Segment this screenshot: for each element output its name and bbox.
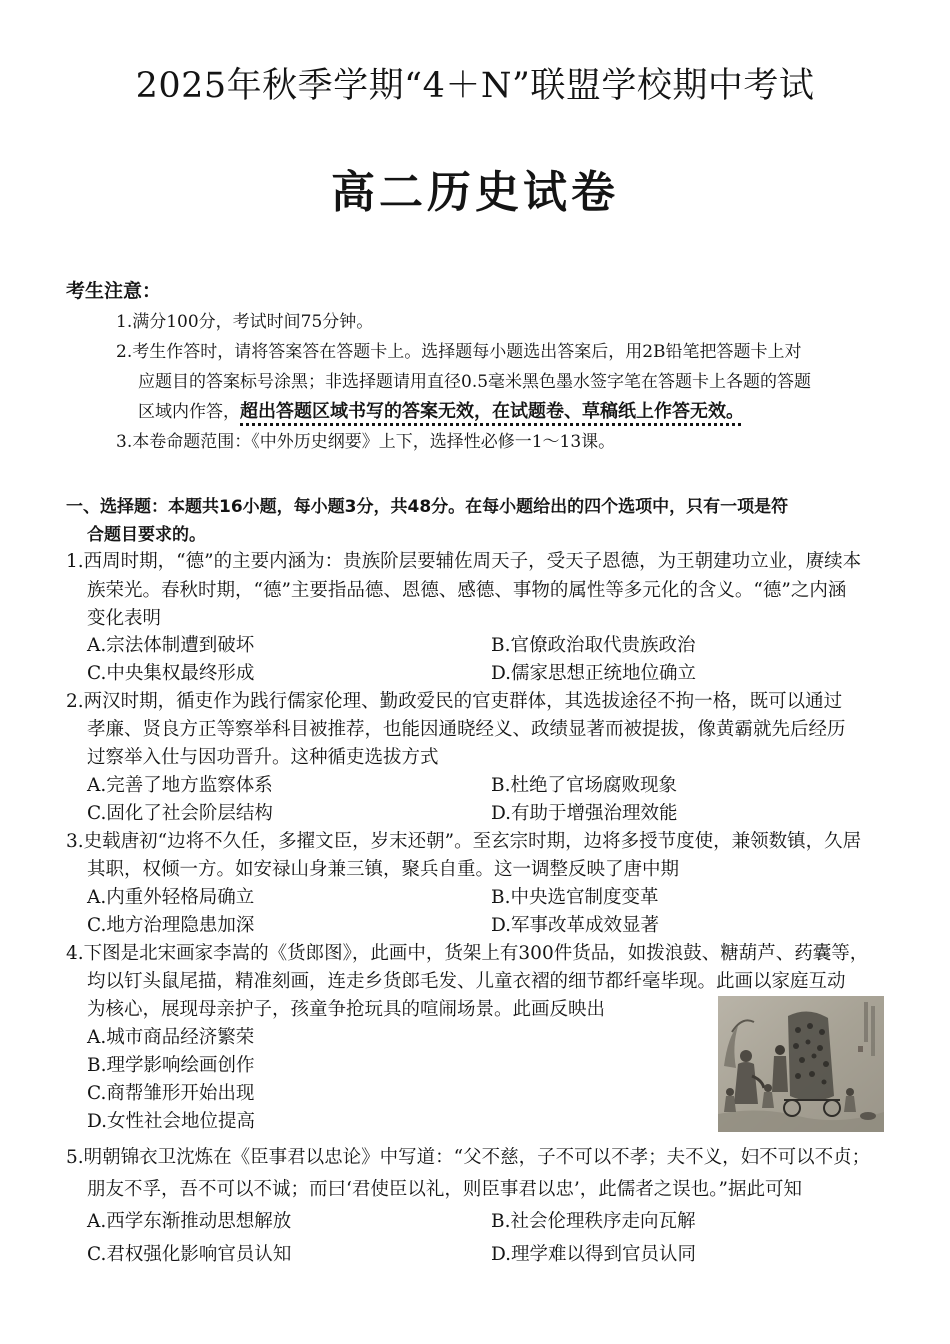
question-2-option-d: D.有助于增强治理效能 (491, 803, 678, 824)
notice-item-3: 3.本卷命题范围：《中外历史纲要》上下，选择性必修一1～13课。 (116, 432, 616, 452)
question-1-option-b: B.官僚政治取代贵族政治 (491, 635, 696, 656)
question-1-option-d: D.儒家思想正统地位确立 (491, 663, 697, 684)
question-5-option-c: C.君权强化影响官员认知 (87, 1244, 292, 1265)
question-1-option-a: A.宗法体制遭到破坏 (87, 635, 255, 656)
notice-item-2-line-3 (138, 402, 744, 422)
question-3-line-1: 3.史载唐初“边将不久任，多擢文臣，岁末还朝”。至玄宗时期，边将多授节度使，兼领数镇，久居 (66, 831, 862, 852)
notice-item-2-line-1: 2.考生作答时，请将答案答在答题卡上。选择题每小题选出答案后，用2B铅笔把答题卡上对 (116, 342, 802, 362)
question-5-option-d: D.理学难以得到官员认同 (491, 1244, 697, 1265)
question-4-option-c: C.商帮雏形开始出现 (87, 1083, 255, 1104)
paper-title: 高二历史试卷 (331, 167, 619, 218)
question-2-option-b: B.杜绝了官场腐败现象 (491, 775, 677, 796)
question-4-option-d: D.女性社会地位提高 (87, 1111, 256, 1132)
question-3-option-b: B.中央选官制度变革 (491, 887, 659, 908)
question-4-line-2: 均以钉头鼠尾描，精准刻画，连走乡货郎毛发、儿童衣褶的细节都纤毫毕现。此画以家庭互动 (87, 971, 846, 992)
question-5-line-2: 朋友不孚，吾不可以不诚；而曰‘君使臣以礼，则臣事君以忠’，此儒者之误也。”据此可知 (87, 1179, 802, 1200)
question-4-line-3: 为核心，展现母亲护子，孩童争抢玩具的喧闹场景。此画反映出 (87, 999, 606, 1020)
question-3-line-2: 其职，权倾一方。如安禄山身兼三镇，聚兵自重。这一调整反映了唐中期 (87, 859, 680, 880)
question-4-line-1: 4.下图是北宋画家李嵩的《货郎图》，此画中，货架上有300件货品，如拨浪鼓、糖葫芦、药囊等， (66, 943, 869, 964)
question-2-line-2: 孝廉、贤良方正等察举科目被推荐，也能因通晓经义、政绩显著而被提拔，像黄霸就先后经历 (87, 719, 846, 740)
question-3-option-c: C.地方治理隐患加深 (87, 915, 255, 936)
question-2-line-3: 过察举入仕与因功晋升。这种循吏选拔方式 (87, 747, 439, 768)
exam-title: 2025年秋季学期“4＋N”联盟学校期中考试 (135, 66, 815, 106)
question-1-line-3: 变化表明 (87, 608, 162, 629)
question-5-option-b: B.社会伦理秩序走向瓦解 (491, 1211, 696, 1232)
question-1-option-c: C.中央集权最终形成 (87, 663, 255, 684)
question-4-option-a: A.城市商品经济繁荣 (87, 1027, 255, 1048)
question-5-option-a: A.西学东渐推动思想解放 (87, 1211, 292, 1232)
notice-warning: 超出答题区域书写的答案无效，在试题卷、草稿纸上作答无效。 (240, 401, 744, 422)
notice-item-1: 1.满分100分，考试时间75分钟。 (116, 312, 374, 332)
question-1-line-1: 1.西周时期，“德”的主要内涵为：贵族阶层要辅佐周天子，受天子恩德，为王朝建功立业，赓续本 (66, 551, 862, 572)
question-1-line-2: 族荣光。春秋时期，“德”主要指品德、恩德、感德、事物的属性等多元化的含义。“德”之内涵 (87, 580, 847, 601)
question-3-option-a: A.内重外轻格局确立 (87, 887, 255, 908)
section-heading-line-2: 合题目要求的。 (87, 525, 206, 545)
question-4-option-b: B.理学影响绘画创作 (87, 1055, 255, 1076)
notice-item-2-line-3-prefix: 区域内作答， (138, 402, 240, 422)
huolang-painting-image (718, 996, 884, 1132)
question-3-option-d: D.军事改革成效显著 (491, 915, 660, 936)
question-2-line-1: 2.两汉时期，循吏作为践行儒家伦理、勤政爱民的官吏群体，其选拔途径不拘一格，既可以通过 (66, 691, 843, 712)
question-5-line-1: 5.明朝锦衣卫沈炼在《臣事君以忠论》中写道：“父不慈，子不可以不孝；夫不义，妇不可以不贞； (66, 1147, 871, 1168)
question-2-option-a: A.完善了地方监察体系 (87, 775, 273, 796)
notice-heading: 考生注意： (66, 280, 162, 302)
question-2-option-c: C.固化了社会阶层结构 (87, 803, 273, 824)
section-heading-line-1: 一、选择题：本题共16小题，每小题3分，共48分。在每小题给出的四个选项中，只有一项是符 (66, 497, 789, 517)
notice-item-2-line-2: 应题目的答案标号涂黑；非选择题请用直径0.5毫米黑色墨水签字笔在答题卡上各题的答题 (138, 372, 812, 392)
